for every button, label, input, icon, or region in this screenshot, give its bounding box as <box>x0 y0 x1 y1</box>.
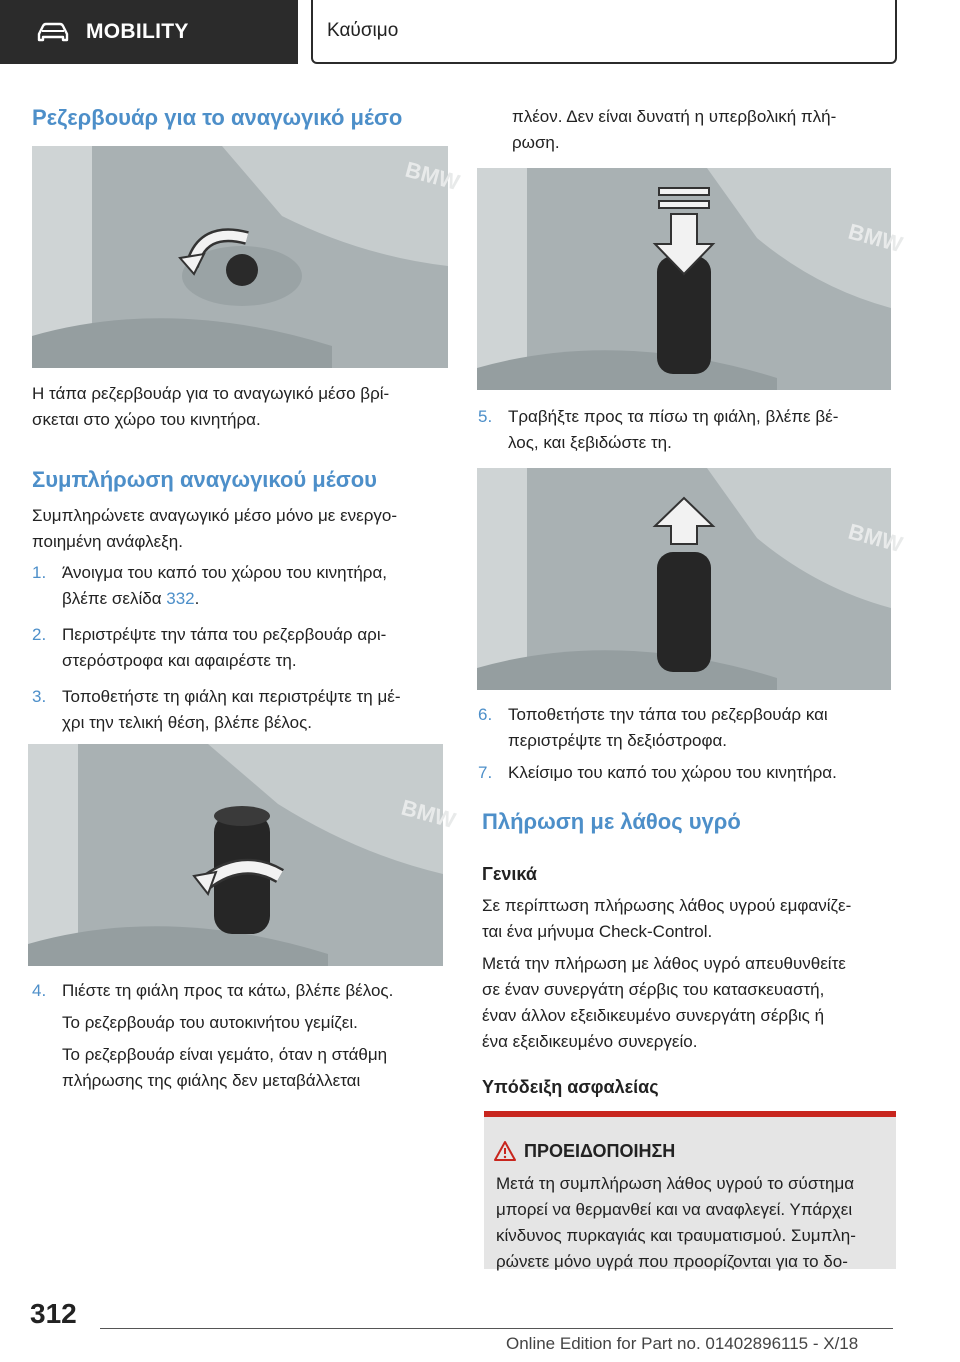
step-text: Κλείσιμο του καπό του χώρου του κινητήρα. <box>508 763 837 782</box>
step-number: 1. <box>32 563 47 582</box>
page-link[interactable]: 332 <box>166 589 195 608</box>
step-4 <box>32 978 452 1004</box>
warning-title: ΠΡΟΕΙΔΟΠΟΙΗΣΗ <box>524 1141 676 1161</box>
engine-image-bottle-press <box>477 168 906 390</box>
text-general-1a: Σε περίπτωση πλήρωσης λάθος υγρού εμφανίζε- <box>482 896 852 915</box>
chapter-label: MOBILITY <box>86 20 189 43</box>
section-title: Καύσιμο <box>327 20 399 41</box>
step-number: 6. <box>478 705 493 724</box>
step-text: Περιστρέψτε την τάπα του ρεζερβουάρ αρι- στερόστροφα και αφαιρέστε τη. <box>62 625 387 670</box>
heading-wrong-fluid: Πλήρωση με λάθος υγρό <box>482 809 741 834</box>
chapter-tab[interactable] <box>0 0 298 64</box>
footer-divider <box>100 1328 893 1329</box>
heading-fill: Συμπλήρωση αναγωγικού μέσου <box>32 467 377 492</box>
page-number: 312 <box>30 1298 77 1329</box>
engine-image-cap <box>32 146 463 368</box>
heading-general: Γενικά <box>482 864 537 884</box>
step-number: 2. <box>32 625 47 644</box>
text-cont-2: ρωση. <box>512 133 560 152</box>
warning-bar <box>484 1111 896 1117</box>
text-general-2a: Μετά την πλήρωση με λάθος υγρό απευθυνθείτε <box>482 954 846 973</box>
warning-text: Μετά τη συμπλήρωση λάθος υγρού το σύστημα μπορεί να θερμανθεί και να αναφλεγεί. Υπάρχει κίνδυνος πυρκαγιάς και τραυματισμού. Συμπλη- ρώνετε μόνο υγρά που προορίζονται για το δο- <box>496 1174 856 1271</box>
step-text: Πιέστε τη φιάλη προς τα κάτω, βλέπε βέλος. <box>62 981 394 1000</box>
svg-text:BMW: BMW <box>845 218 906 258</box>
text-step4-full-2: πλήρωσης της φιάλης δεν μεταβάλλεται <box>62 1071 361 1090</box>
step-number: 4. <box>32 981 47 1000</box>
step-1 <box>32 560 452 612</box>
step-3 <box>32 684 452 736</box>
text-general-1b: ται ένα μήνυμα Check-Control. <box>482 922 713 941</box>
text-reservoir-1: Η τάπα ρεζερβουάρ για το αναγωγικό μέσο βρί- <box>32 384 390 403</box>
step-text: Άνοιγμα του καπό του χώρου του κινητήρα, βλέπε σελίδα 332. <box>62 563 388 608</box>
text-fill-1: Συμπληρώνετε αναγωγικό μέσο μόνο με ενεργο- <box>32 506 398 525</box>
car-icon <box>36 21 70 43</box>
step-7 <box>478 760 898 786</box>
engine-image-bottle-turn <box>28 744 459 966</box>
step-text: Τραβήξτε προς τα πίσω τη φιάλη, βλέπε βέ- λος, και ξεβιδώστε τη. <box>508 407 839 452</box>
text-step4-full-1: Το ρεζερβουάρ είναι γεμάτο, όταν η στάθμη <box>62 1045 388 1064</box>
step-text: Τοποθετήστε τη φιάλη και περιστρέψτε τη μέ- χρι την τελική θέση, βλέπε βέλος. <box>62 687 401 732</box>
step-number: 7. <box>478 763 493 782</box>
text-general-2d: ένα εξειδικευμένο συνεργείο. <box>482 1032 698 1051</box>
text-step4-fill: Το ρεζερβουάρ του αυτοκινήτου γεμίζει. <box>62 1013 358 1032</box>
text-general-2c: έναν άλλον εξειδικευμένο συνεργάτη σέρβις ή <box>482 1006 825 1025</box>
svg-text:BMW: BMW <box>845 518 906 558</box>
edition-text: Online Edition for Part no. 01402896115 - X/18 <box>506 1334 859 1353</box>
svg-text:BMW: BMW <box>398 794 459 834</box>
step-2 <box>32 622 452 674</box>
step-text: Τοποθετήστε την τάπα του ρεζερβουάρ και περιστρέψτε τη δεξιόστροφα. <box>508 705 828 750</box>
warning-icon <box>494 1141 516 1161</box>
step-5 <box>478 404 898 456</box>
svg-text:BMW: BMW <box>402 156 463 196</box>
step-number: 5. <box>478 407 493 426</box>
text-fill-2: ποιημένη ανάφλεξη. <box>32 532 183 551</box>
engine-image-bottle-pull <box>477 468 906 690</box>
heading-reservoir: Ρεζερβουάρ για το αναγωγικό μέσο <box>32 105 403 130</box>
section-header <box>311 0 897 64</box>
heading-safety: Υπόδειξη ασφαλείας <box>482 1077 659 1097</box>
text-cont-1: πλέον. Δεν είναι δυνατή η υπερβολική πλή- <box>512 107 837 126</box>
step-6 <box>478 702 898 754</box>
step-number: 3. <box>32 687 47 706</box>
text-reservoir-2: σκεται στο χώρο του κινητήρα. <box>32 410 261 429</box>
text-general-2b: σε έναν συνεργάτη σέρβις του κατασκευαστή, <box>482 980 825 999</box>
warning-box <box>484 1111 896 1269</box>
